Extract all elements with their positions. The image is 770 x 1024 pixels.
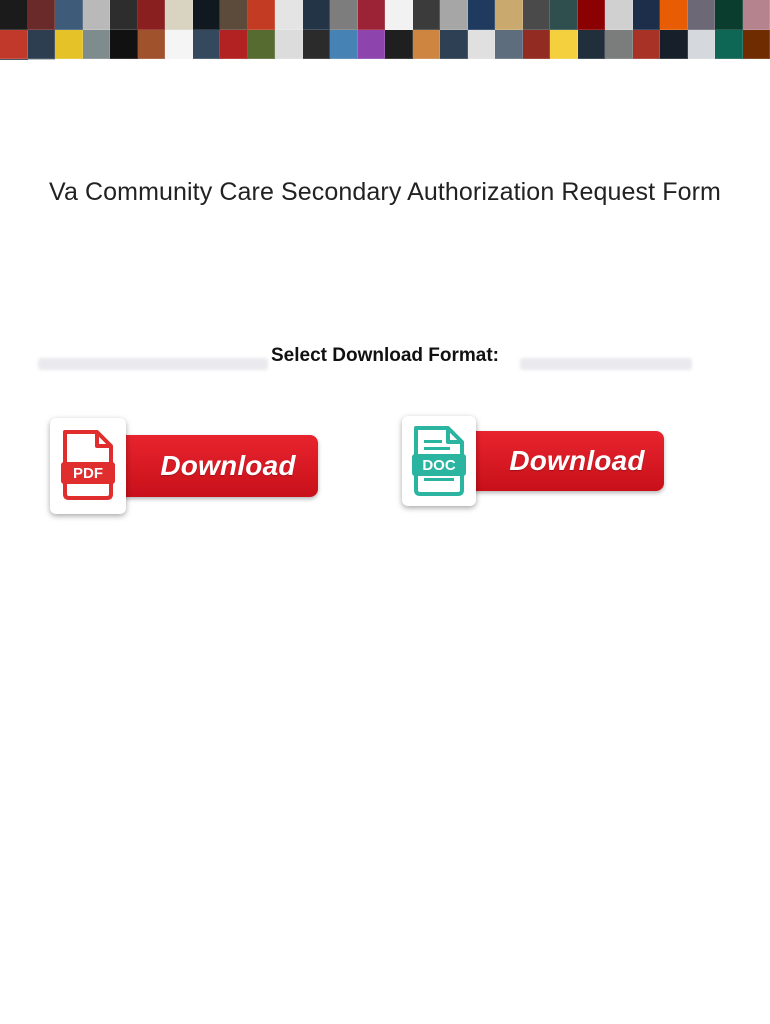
banner-tile: [605, 30, 633, 60]
banner-tile: [28, 59, 56, 60]
banner-tile: [468, 30, 496, 60]
banner-tile: [633, 30, 661, 60]
file-type-badge: DOC: [412, 454, 466, 476]
banner-tile: [523, 30, 551, 60]
banner-tile: [275, 30, 303, 60]
banner-tile: [110, 0, 138, 30]
banner-tile: [633, 0, 661, 30]
pdf-download-button[interactable]: [50, 418, 320, 516]
banner-tile: [688, 30, 716, 60]
header-banner: [0, 0, 770, 60]
banner-tile: [248, 30, 276, 60]
banner-tile: [715, 0, 743, 30]
banner-tile: [220, 0, 248, 30]
banner-tile: [28, 0, 56, 30]
banner-tile: [468, 0, 496, 30]
banner-tile: [330, 30, 358, 60]
banner-tile: [0, 59, 28, 60]
doc-file-icon: [412, 426, 466, 496]
banner-tile: [330, 0, 358, 30]
banner-tile: [550, 0, 578, 30]
banner-tile: [413, 30, 441, 60]
banner-tile: [193, 0, 221, 30]
download-bar[interactable]: [462, 431, 664, 491]
banner-tile: [220, 30, 248, 60]
banner-tile: [28, 30, 56, 60]
download-label: Download: [160, 450, 296, 481]
banner-tile: [0, 30, 28, 60]
banner-tile: [110, 30, 138, 60]
banner-tile: [275, 0, 303, 30]
banner-tile: [165, 30, 193, 60]
file-card: [50, 418, 126, 514]
banner-tile: [523, 0, 551, 30]
banner-tile: [55, 30, 83, 60]
banner-tile: [358, 30, 386, 60]
banner-tile: [248, 0, 276, 30]
banner-tile: [83, 30, 111, 60]
banner-tile: [688, 0, 716, 30]
banner-tile: [495, 30, 523, 60]
banner-tile: [55, 0, 83, 30]
banner-tile: [385, 0, 413, 30]
banner-tile: [385, 30, 413, 60]
banner-tile: [303, 30, 331, 60]
banner-tile: [605, 0, 633, 30]
banner-tile: [165, 0, 193, 30]
banner-tile: [193, 30, 221, 60]
banner-tile: [138, 0, 166, 30]
banner-tile: [715, 30, 743, 60]
file-type-badge: PDF: [61, 462, 115, 484]
banner-tile: [0, 0, 28, 30]
page-title: Va Community Care Secondary Authorization Request Form: [49, 178, 721, 206]
banner-tile: [578, 30, 606, 60]
banner-tile: [660, 0, 688, 30]
banner-tile: [83, 0, 111, 30]
banner-tile: [578, 0, 606, 30]
download-label: Download: [509, 445, 645, 476]
pdf-file-icon: [61, 430, 115, 500]
banner-tile: [303, 0, 331, 30]
banner-tile: [660, 30, 688, 60]
banner-tile: [138, 30, 166, 60]
download-bar[interactable]: [108, 435, 318, 497]
doc-download-button[interactable]: [402, 416, 667, 508]
banner-tile: [743, 30, 770, 60]
select-format-label: Select Download Format:: [270, 345, 500, 366]
banner-tile: [358, 0, 386, 30]
banner-tile: [743, 0, 770, 30]
banner-tile: [440, 0, 468, 30]
banner-tile: [495, 0, 523, 30]
banner-tile: [550, 30, 578, 60]
banner-tile: [413, 0, 441, 30]
banner-tile: [440, 30, 468, 60]
file-card: [402, 416, 476, 506]
